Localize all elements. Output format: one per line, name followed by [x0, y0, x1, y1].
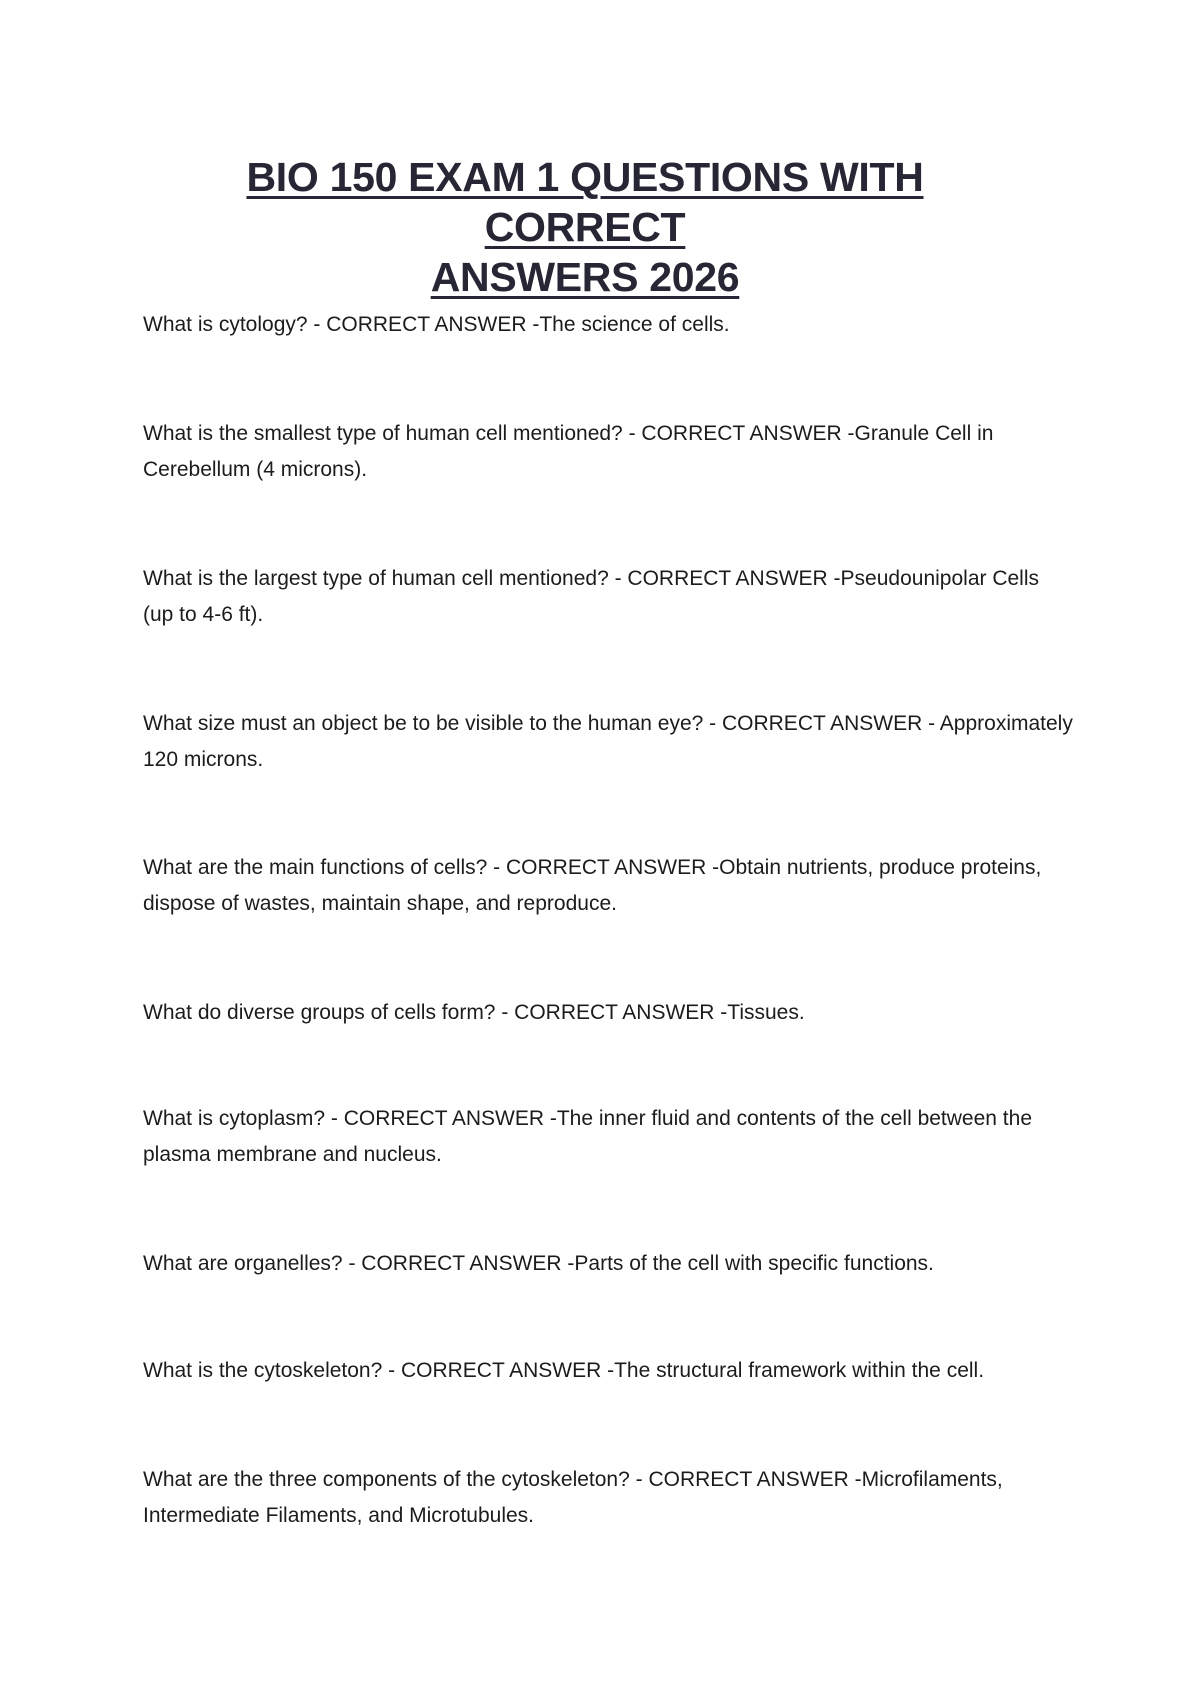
- qa-item: What is the cytoskeleton? - CORRECT ANSWER -The structural framework within the cell.: [143, 1359, 985, 1382]
- qa-item: What are the three components of the cytoskeleton? - CORRECT ANSWER -Microfilaments, Intermediate Filaments, and Microtubules.: [143, 1468, 1003, 1527]
- qa-item: What is the smallest type of human cell mentioned? - CORRECT ANSWER -Granule Cell in Cerebellum (4 microns).: [143, 422, 994, 481]
- qa-item: What size must an object be to be visible to the human eye? - CORRECT ANSWER - Approximately 120 microns.: [143, 712, 1073, 771]
- qa-item: What is the largest type of human cell mentioned? - CORRECT ANSWER -Pseudounipolar Cells (up to 4-6 ft).: [143, 567, 1039, 626]
- qa-item: What is cytology? - CORRECT ANSWER -The science of cells.: [143, 313, 730, 336]
- title-line-1: BIO 150 EXAM 1 QUESTIONS WITH CORRECT: [246, 154, 924, 250]
- title-line-2: ANSWERS 2026: [430, 254, 740, 300]
- document-title: [145, 152, 1025, 302]
- qa-item: What are the main functions of cells? - CORRECT ANSWER -Obtain nutrients, produce proteins, dispose of wastes, maintain shape, and reproduce.: [143, 856, 1042, 915]
- qa-item: What are organelles? - CORRECT ANSWER -Parts of the cell with specific functions.: [143, 1252, 934, 1275]
- qa-item: What do diverse groups of cells form? - CORRECT ANSWER -Tissues.: [143, 1001, 805, 1024]
- qa-item: What is cytoplasm? - CORRECT ANSWER -The inner fluid and contents of the cell between the plasma membrane and nucleus.: [143, 1107, 1032, 1166]
